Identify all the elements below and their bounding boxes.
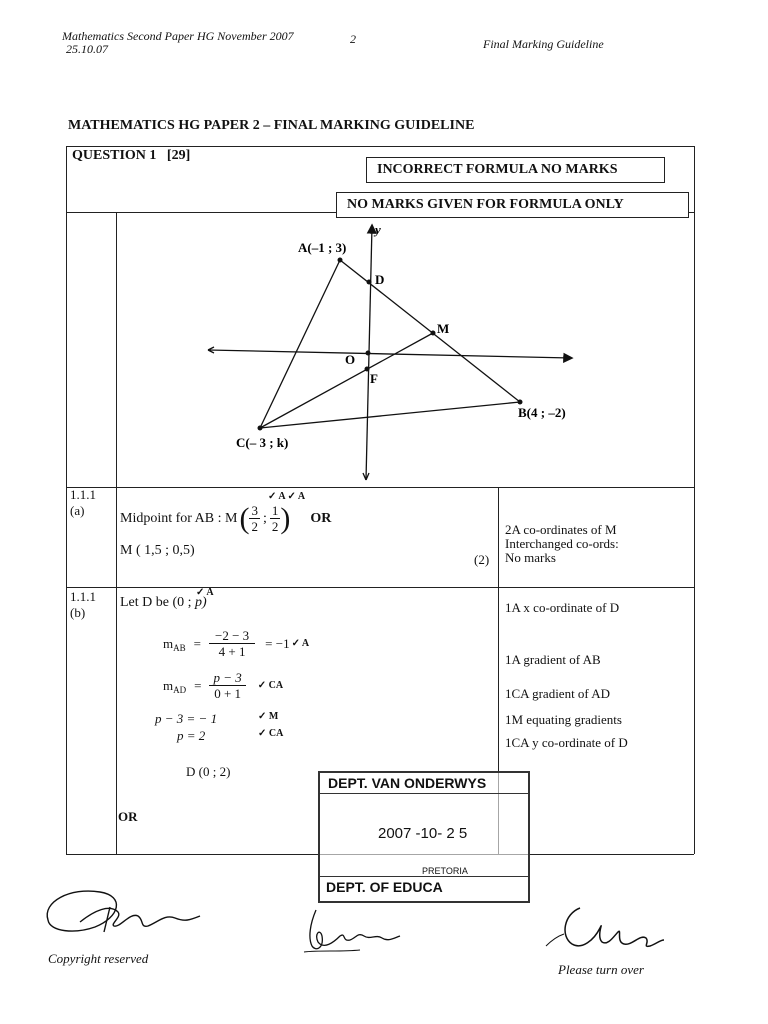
point-A-label: A(–1 ; 3) [298, 240, 347, 255]
notice-formula-only: NO MARKS GIVEN FOR FORMULA ONLY [336, 192, 689, 218]
page-title: MATHEMATICS HG PAPER 2 – FINAL MARKING GUIDELINE [68, 118, 475, 133]
header-right: Final Marking Guideline [483, 37, 604, 51]
point-D-label: D [375, 272, 385, 287]
signature-middle [300, 906, 410, 960]
q111b-note-4: 1M equating gradients [505, 712, 622, 727]
department-stamp [318, 771, 530, 903]
footer-turn-over: Please turn over [558, 962, 644, 977]
row-divider-3 [66, 587, 694, 588]
y-axis-label: y [375, 222, 381, 237]
point-D-dot [367, 280, 372, 285]
question-label: QUESTION 1 [29] [72, 148, 191, 163]
q111b-note-1: 1A x co-ordinate of D [505, 600, 620, 615]
q111a-mark-total: (2) [474, 552, 490, 567]
point-O-label: O [345, 352, 356, 367]
point-B-dot [518, 400, 523, 405]
point-A-dot [338, 258, 343, 263]
q111b-or: OR [118, 809, 138, 824]
table-right [694, 146, 695, 854]
point-F-label: F [370, 371, 378, 386]
frac-y: $\frac{1}{2}$ [271, 503, 279, 534]
signature-right [540, 900, 670, 960]
gradient-ad: m AD = $\frac{p - 3}{0 + 1}$ ✓ CA [163, 670, 284, 701]
q111a-alt-answer: M ( 1,5 ; 0,5) [120, 543, 195, 558]
point-C-dot [258, 426, 263, 431]
header-date: 25.10.07 [66, 42, 108, 56]
q111b-let: Let D be (0 ; p) [120, 595, 207, 610]
equation-1: p − 3 = − 1 ✓ M [155, 711, 279, 726]
stamp-city: PRETORIA [422, 866, 468, 876]
point-O-dot [366, 351, 371, 356]
q111a-notes: 2A co-ordinates of M Interchanged co-ords: No marks [505, 522, 619, 565]
q111b-number: 1.1.1 (b) [70, 589, 96, 620]
table-top [66, 146, 694, 147]
q111a-number: 1.1.1 (a) [70, 487, 96, 518]
notice-incorrect-formula: INCORRECT FORMULA NO MARKS [366, 157, 665, 183]
q111b-note-5: 1CA y co-ordinate of D [505, 735, 628, 750]
q111a-midpoint: Midpoint for AB : M ( $\frac{3}{2}$ ; $\frac{1}{2}$ ) OR [120, 501, 332, 535]
q111b-note-2: 1A gradient of AB [505, 652, 601, 667]
point-F-dot [365, 367, 370, 372]
triangle-diagram [116, 212, 694, 487]
side-AC [260, 260, 340, 428]
point-C-label: C(– 3 ; k) [236, 435, 289, 450]
stamp-date: 2007 -10- 2 5 [378, 825, 468, 842]
row-divider-2 [66, 487, 694, 488]
q111b-note-3: 1CA gradient of AD [505, 686, 611, 701]
q111b-let-tick: ✓ A [196, 587, 214, 598]
stamp-top: DEPT. VAN ONDERWYS [328, 775, 487, 791]
answer-D: D (0 ; 2) [186, 764, 231, 779]
stamp-bottom: DEPT. OF EDUCA [326, 879, 443, 895]
table-left [66, 146, 67, 854]
frac-x: $\frac{3}{2}$ [251, 503, 258, 534]
point-M-dot [431, 331, 436, 336]
point-M-label: M [437, 321, 450, 336]
q111a-ticks: ✓ A ✓ A [268, 491, 306, 502]
gradient-ab: m AB = $\frac{-2 - 3}{4 + 1}$ = −1 ✓ A [163, 628, 310, 659]
footer-copyright: Copyright reserved [48, 951, 149, 966]
point-B-label: B(4 ; –2) [518, 405, 566, 420]
equation-2: p = 2 ✓ CA [177, 728, 284, 743]
signature-left [40, 882, 210, 942]
header-paper: Mathematics Second Paper HG November 2007 [62, 29, 294, 43]
page-number: 2 [350, 32, 356, 46]
